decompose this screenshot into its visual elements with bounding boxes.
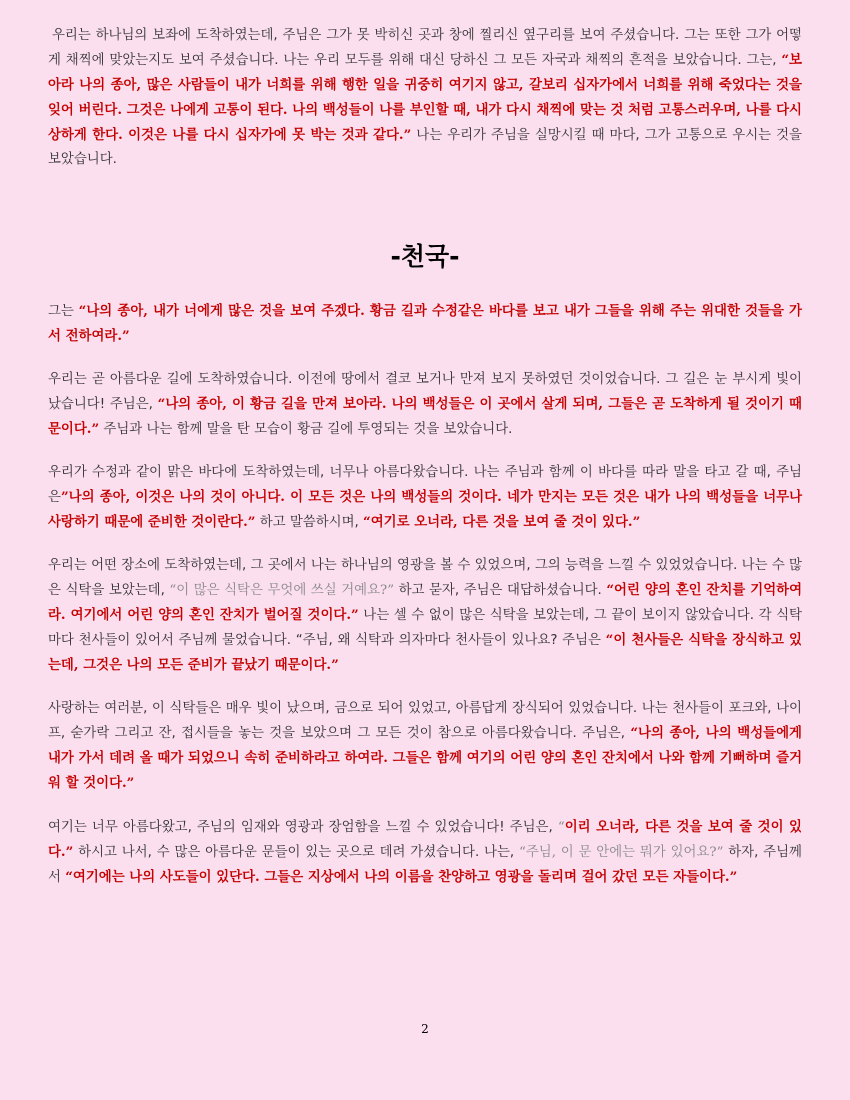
narration-text: 우리는 곧 아름다운 길에 도착하였습니다. 이전에 땅에서 결코 보거나 만져 보지 못하였던 것이었습니다. 그 길은 눈 부시게 빛이 났습니다! 주님은, xyxy=(48,372,802,412)
narration-text: 나는 셀 수 없이 많은 식탁을 보았는데, 그 끝이 보이지 않았습니다. 각 식탁마다 천사들이 있어서 주님께 물었습니다. “주님, 왜 식탁과 의자마다 천사들이 있나요? 주님은 xyxy=(48,608,802,648)
jesus-quote: ”나의 종아, 이것은 나의 것이 아니다. 이 모든 것은 나의 백성들의 것이다. 네가 만지는 모든 것은 내가 나의 백성들을 너무나 사랑하기 때문에 준비한 것이란다.” xyxy=(48,489,802,530)
narration-text: 나는 우리가 주님을 실망시킬 때 마다, 그가 고통으로 우시는 것을 보았습니다. xyxy=(48,128,802,167)
jesus-quote: “나의 종아, 나의 백성들에게 내가 가서 데려 올 때가 되었으니 속히 준비하라고 하여라. 그들은 함께 여기의 어린 양의 혼인 잔치에서 나와 함께 기뻐하며 즐거워 할 것이다.” xyxy=(48,725,802,791)
section-heading-heaven: -천국- xyxy=(390,242,460,271)
narration-text: 우리는 어떤 장소에 도착하였는데, 그 곳에서 나는 하나님의 영광을 볼 수 있었으며, 그의 능력을 느낄 수 있었었습니다. 나는 수 많은 식탁을 보았는데, xyxy=(48,558,802,598)
jesus-quote: “나의 종아, 내가 너에게 많은 것을 보여 주겠다. 황금 길과 수정같은 바다를 보고 내가 그들을 위해 주는 위대한 것들을 가서 전하여라.” xyxy=(48,303,802,344)
narration-text: 주님과 나는 함께 말을 탄 모습이 황금 길에 투영되는 것을 보았습니다. xyxy=(99,422,513,437)
paragraph-golden-road xyxy=(48,368,802,442)
narration-text: 하고 말씀하시며, xyxy=(255,515,364,530)
jesus-quote: “여기로 오너라, 다른 것을 보여 줄 것이 있다.” xyxy=(363,514,641,530)
paragraph-intro xyxy=(48,299,802,349)
jesus-quote: “이 천사들은 식탁을 장식하고 있는데, 그것은 나의 모든 준비가 끝났기 때문이다.” xyxy=(48,632,802,673)
narration-text: 여기는 너무 아름다왔고, 주님의 임재와 영광과 장엄함을 느낄 수 있었습니다! 주님은, xyxy=(48,820,558,835)
jesus-quote: “어린 양의 혼인 잔치를 기억하여라. 여기에서 어린 양의 혼인 잔치가 벌어질 것이다.” xyxy=(48,582,803,623)
narration-text: 사랑하는 여러분, 이 식탁들은 매우 빛이 났으며, 금으로 되어 있었고, 아름답게 장식되어 있었습니다. 나는 천사들이 포크와, 나이프, 숟가락 그리고 잔, 접시들을 놓는 것을 보았으며 그 모든 것이 참으로 아름다왔습니다. 주님은, xyxy=(48,701,802,741)
narration-text: 우리가 수정과 같이 맑은 바다에 도착하였는데, 너무나 아름다왔습니다. 나는 주님과 함께 이 바다를 따라 말을 타고 갈 때, 주님은 xyxy=(48,465,802,505)
paragraph-tables xyxy=(48,554,802,678)
narration-text: 우리는 하나님의 보좌에 도착하였는데, 주님은 그가 못 박히신 곳과 창에 찔리신 옆구리를 보여 주셨습니다. 그는 또한 그가 어떻게 채찍에 맞았는지도 보여 주셨습니다. 나는 우리 모두를 위해 대신 당하신 그 모든 자국과 채찍의 흔적을 보았습니다. 그는, xyxy=(48,28,802,68)
jesus-quote: “나의 종아, 이 황금 길을 만져 보아라. 나의 백성들은 이 곳에서 살게 되며, 그들은 곧 도착하게 될 것이기 때문이다.” xyxy=(48,396,802,437)
paragraph-decorated-tables xyxy=(48,697,802,796)
narration-text: 하고 묻자, 주님은 대답하셨습니다. xyxy=(394,583,607,598)
jesus-quote: 이리 오너라, 다른 것을 보여 줄 것이 있다.” xyxy=(48,819,802,860)
narrator-question: “주님, 이 문 안에는 뭐가 있어요?” xyxy=(518,845,724,860)
narration-text: 하자, 주님께서 xyxy=(48,845,802,885)
jesus-quote: “보아라 나의 종아, 많은 사람들이 내가 너희를 위해 행한 일을 귀중히 여기지 않고, 갈보리 십자가에서 너희를 위해 죽었다는 것을 잊어 버린다. 그것은 나에게 고통이 된다. 나의 백성들이 나를 부인할 때, 내가 다시 채찍에 맞는 것 처럼 고통스러우며, 나를 다시 상하게 한다. 이것은 나를 다시 십자가에 못 박는 것과 같다.” xyxy=(48,52,802,143)
quote-mark: “ xyxy=(557,820,565,835)
narrator-question: “이 많은 식탁은 무엇에 쓰실 거예요?” xyxy=(169,583,395,598)
jesus-quote: “여기에는 나의 사도들이 있단다. 그들은 지상에서 나의 이름을 찬양하고 영광을 돌리며 걸어 갔던 모든 자들이다.” xyxy=(65,869,738,885)
paragraph-crystal-sea xyxy=(48,461,802,535)
narration-text: 하시고 나서, 수 많은 아름다운 문들이 있는 곳으로 데려 가셨습니다. 나는, xyxy=(73,845,519,860)
paragraph-throne xyxy=(48,24,802,172)
narration-text: 그는 xyxy=(48,304,79,319)
paragraph-doors xyxy=(48,815,802,890)
page-number: 2 xyxy=(421,1022,429,1036)
